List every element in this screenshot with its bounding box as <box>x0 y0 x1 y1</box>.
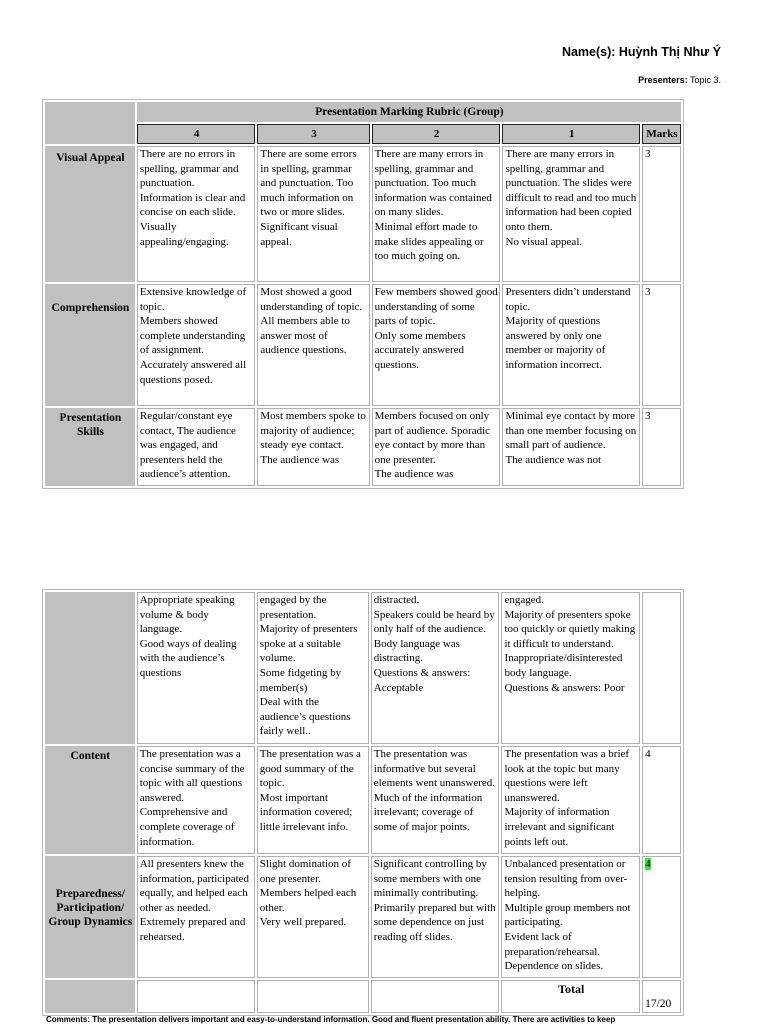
column-header-3: 3 <box>257 124 369 144</box>
total-label: Total <box>501 980 640 1013</box>
column-header-2: 2 <box>372 124 501 144</box>
names-line: Name(s): Huỳnh Thị Như Ý <box>561 45 721 59</box>
cell-preparedness-3: Slight domination of one presenter. Members helped each other. Very well prepared. <box>257 856 369 978</box>
cell-visual-appeal-2: There are many errors in spelling, grammar and punctuation. Too much information was contained on many slides. Minimal effort made to make slides appealing or too much going on. <box>372 146 501 282</box>
cell-comprehension-4: Extensive knowledge of topic. Members showed complete understanding of assignment. Accurately answered all questions posed. <box>137 284 256 406</box>
total-row-label-cell <box>45 980 135 1013</box>
criterion-content: Content <box>45 746 135 854</box>
criterion-presentation-skills: Presentation Skills <box>45 408 135 486</box>
cell-skills-cont-1: engaged. Majority of presenters spoke too quickly or quietly making it difficult to understand. Inappropriate/disinterested body language. Questions & answers: Poor <box>501 592 640 744</box>
mark-preparedness-value: 4 <box>645 858 651 870</box>
comments-line: Comments: The presentation delivers important and easy-to-understand information. Good and fluent presentation ability. There are activities to keep <box>46 1015 616 1024</box>
cell-visual-appeal-3: There are some errors in spelling, grammar and punctuation. Too much information on two or more slides. Significant visual appeal. <box>257 146 369 282</box>
criterion-comprehension: Comprehension <box>45 284 135 406</box>
rubric-corner <box>45 102 135 144</box>
criterion-preparedness: Preparedness/ Participation/ Group Dynamics <box>45 856 135 978</box>
total-row <box>45 980 681 1013</box>
presenters-line <box>0 75 721 85</box>
cell-content-3: The presentation was a good summary of the topic. Most important information covered; little irrelevant info. <box>257 746 369 854</box>
table-row <box>45 746 681 854</box>
cell-comprehension-2: Few members showed good understanding of some parts of topic. Only some members accurately answered questions. <box>372 284 501 406</box>
criterion-presentation-skills-cont <box>45 592 135 744</box>
cell-presentation-skills-3: Most members spoke to majority of audience; steady eye contact. The audience was <box>257 408 369 486</box>
cell-skills-cont-2: distracted. Speakers could be heard by only half of the audience. Body language was distracting. Questions & answers: Acceptable <box>371 592 500 744</box>
rubric-table-part1 <box>42 99 684 489</box>
table-row <box>45 856 681 978</box>
column-header-marks: Marks <box>642 124 681 144</box>
total-empty-cell <box>371 980 500 1013</box>
presenters-value: Topic 3. <box>689 75 721 85</box>
rubric-title: Presentation Marking Rubric (Group) <box>137 102 681 122</box>
cell-content-1: The presentation was a brief look at the topic but many questions were left unanswered. Majority of information irrelevant and significant points left out. <box>501 746 640 854</box>
cell-content-4: The presentation was a concise summary of the topic with all questions answered. Comprehensive and complete coverage of information. <box>137 746 255 854</box>
cell-preparedness-2: Significant controlling by some members with one minimally contributing. Primarily prepared but with some dependence on just reading off slides. <box>371 856 500 978</box>
cell-preparedness-4: All presenters knew the information, participated equally, and helped each other as needed. Extremely prepared and rehearsed. <box>137 856 255 978</box>
total-empty-cell <box>257 980 369 1013</box>
rubric-table-part2 <box>42 589 684 1016</box>
cell-presentation-skills-1: Minimal eye contact by more than one member focusing on small part of audience. The audience was not <box>502 408 640 486</box>
table-row <box>45 592 681 744</box>
mark-skills-cont <box>642 592 681 744</box>
table-row <box>45 408 681 486</box>
total-empty-cell <box>137 980 255 1013</box>
column-header-1: 1 <box>502 124 640 144</box>
cell-content-2: The presentation was informative but several elements went unanswered. Much of the information irrelevant; coverage of some of major points. <box>371 746 500 854</box>
table-row <box>45 146 681 282</box>
mark-visual-appeal: 3 <box>642 146 681 282</box>
cell-presentation-skills-2: Members focused on only part of audience. Sporadic eye contact by more than one presenter. The audience was <box>372 408 501 486</box>
mark-preparedness <box>642 856 681 978</box>
column-header-4: 4 <box>137 124 256 144</box>
cell-presentation-skills-4: Regular/constant eye contact, The audience was engaged, and presenters held the audience’s attention. <box>137 408 256 486</box>
cell-comprehension-3: Most showed a good understanding of topic. All members able to answer most of audience questions. <box>257 284 369 406</box>
table-row <box>45 284 681 406</box>
criterion-visual-appeal: Visual Appeal <box>45 146 135 282</box>
presenters-label: Presenters: <box>638 75 688 85</box>
cell-visual-appeal-1: There are many errors in spelling, grammar and punctuation. The slides were difficult to read and too much information had been copied onto them. No visual appeal. <box>502 146 640 282</box>
cell-skills-cont-3: engaged by the presentation. Majority of presenters spoke at a suitable volume. Some fidgeting by member(s) Deal with the audience’s questions fairly well.. <box>257 592 369 744</box>
cell-skills-cont-4: Appropriate speaking volume & body language. Good ways of dealing with the audience’s questions <box>137 592 255 744</box>
mark-comprehension: 3 <box>642 284 681 406</box>
mark-presentation-skills: 3 <box>642 408 681 486</box>
total-value: 17/20 <box>642 980 681 1013</box>
cell-preparedness-1: Unbalanced presentation or tension resulting from over-helping. Multiple group members not participating. Evident lack of preparation/rehearsal. Dependence on slides. <box>501 856 640 978</box>
cell-visual-appeal-4: There are no errors in spelling, grammar and punctuation. Information is clear and concise on each slide. Visually appealing/engaging. <box>137 146 256 282</box>
mark-content: 4 <box>642 746 681 854</box>
cell-comprehension-1: Presenters didn’t understand topic. Majority of questions answered by only one member or majority of information incorrect. <box>502 284 640 406</box>
